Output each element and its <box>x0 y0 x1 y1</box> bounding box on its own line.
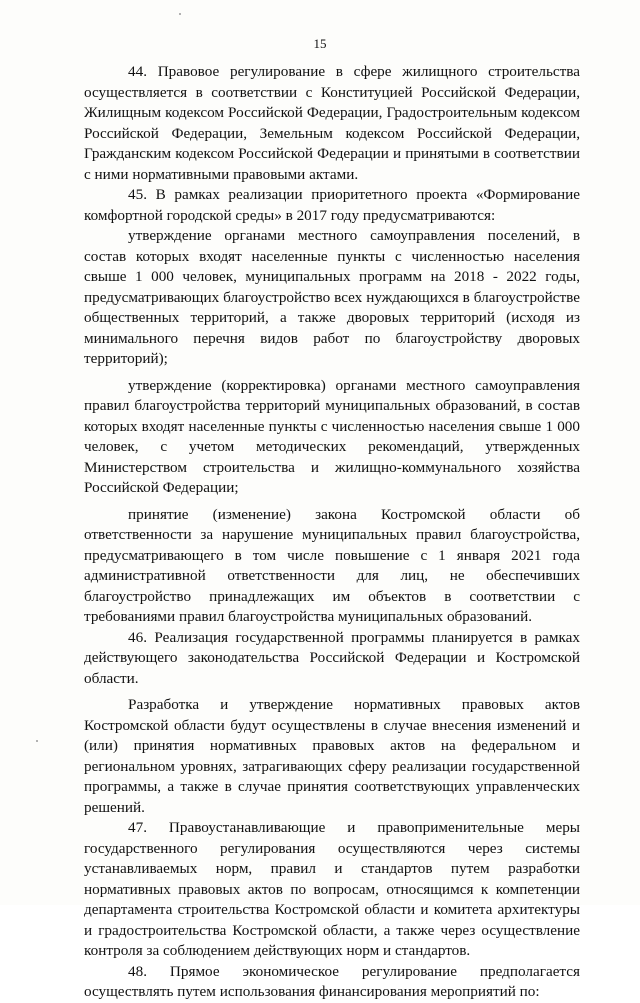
paragraph-46-continued: Разработка и утверждение нормативных правовых актов Костромской области будут осуществлены в случае внесения изменений и (или) принятия нормативных правовых актов на федеральном и региональном уровнях, затрагивающих сферу реализации государственной программы, а также в случае принятия соответствующих управленческих решений. <box>84 696 580 816</box>
paragraph-47: 47. Правоустанавливающие и правоприменительные меры государственного регулирования осуществляются через системы устанавливаемых норм, правил и стандартов путем разработки нормативных правовых актов по вопросам, относящимся к компетенции департамента строительства Костромской области и комитета архитектуры и градостроительства Костромской области, а также через осуществление контроля за соблюдением действующих норм и стандартов. <box>84 819 580 959</box>
paragraph-45-item-3: принятие (изменение) закона Костромской области об ответственности за нарушение муниципальных правил благоустройства, предусматривающего в том числе повышение с 1 января 2021 года административной ответственности для лиц, не обеспечивших благоустройство принадлежащих им объектов в соответствии с требованиями правил благоустройства муниципальных образований. <box>84 505 580 625</box>
paragraph-45-item-1: утверждение органами местного самоуправления поселений, в состав которых входят населенные пункты с численностью населения свыше 1 000 человек, муниципальных программ на 2018 - 2022 годы, предусматривающих благоустройство всех нуждающихся в благоустройстве общественных территорий, а также дворовых территорий (исходя из минимального перечня видов работ по благоустройству дворовых территорий); <box>84 227 580 367</box>
scan-speck <box>36 740 38 742</box>
paragraph-48: 48. Прямое экономическое регулирование предполагается осуществлять путем использования финансирования мероприятий по: <box>84 962 580 1000</box>
document-text <box>84 62 580 1003</box>
paragraph-46: 46. Реализация государственной программы планируется в рамках действующего законодательства Российской Федерации и Костромской области. <box>84 628 580 687</box>
paragraph-45: 45. В рамках реализации приоритетного проекта «Формирование комфортной городской среды» в 2017 году предусматриваются: <box>84 186 580 224</box>
paragraph-44: 44. Правовое регулирование в сфере жилищного строительства осуществляется в соответствии с Конституцией Российской Федерации, Жилищным кодексом Российской Федерации, Градостроительным кодексом Российской Федерации, Земельным кодексом Российской Федерации, Гражданским кодексом Российской Федерации и принятыми в соответствии с ними нормативными правовыми актами. <box>84 63 580 183</box>
paragraph-45-item-2: утверждение (корректировка) органами местного самоуправления правил благоустройства территорий муниципальных образований, в состав которых входят населенные пункты с численностью населения свыше 1 000 человек, с учетом методических рекомендаций, утвержденных Министерством строительства и жилищно-коммунального хозяйства Российской Федерации; <box>84 376 580 496</box>
page-number: 15 <box>313 36 327 51</box>
scan-speck <box>179 13 181 15</box>
